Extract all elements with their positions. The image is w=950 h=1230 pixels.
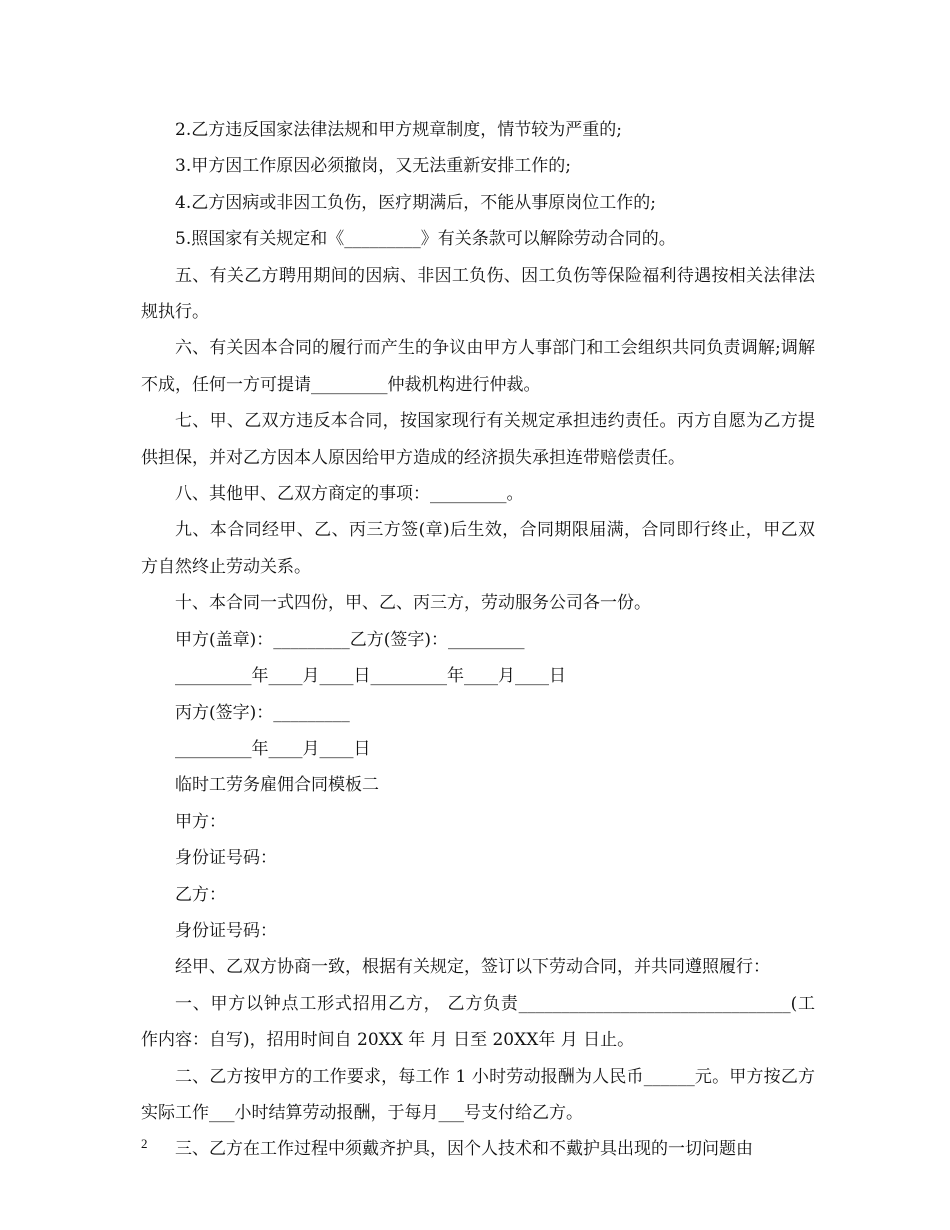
- signature-line: 甲方(盖章)：_________乙方(签字)：_________: [175, 629, 525, 650]
- paragraph: 五、有关乙方聘用期间的因病、非因工负伤、因工负伤等保险福利待遇按相关法律法规执行。: [141, 265, 815, 323]
- date-line: _________年____月____日: [175, 738, 371, 759]
- party-field: 甲方：: [175, 811, 226, 832]
- signature-line: 丙方(签字)：_________: [175, 702, 350, 723]
- paragraph: 九、本合同经甲、乙、丙三方签(章)后生效，合同期限届满，合同即行终止，甲乙双方自然终止劳动关系。: [141, 520, 815, 577]
- paragraph: 八、其他甲、乙双方商定的事项：_________。: [175, 484, 524, 505]
- paragraph: 十、本合同一式四份，甲、乙、丙三方，劳动服务公司各一份。: [175, 593, 651, 614]
- party-field: 乙方：: [175, 884, 226, 905]
- section-title: 临时工劳务雇佣合同模板二: [175, 775, 379, 796]
- date-line: _________年____月____日_________年____月____日: [175, 666, 566, 687]
- paragraph: 5.照国家有关规定和《_________》有关条款可以解除劳动合同的。: [175, 229, 676, 250]
- page-number: 2: [141, 1136, 148, 1151]
- paragraph: 3.甲方因工作原因必须撤岗，又无法重新安排工作的;: [175, 156, 571, 177]
- paragraph: 一、甲方以钟点工形式招用乙方， 乙方负责________________________________(工作内容：自写)，招用时间自 20XX 年 月 日至 20XX年 月 日止。: [141, 993, 815, 1051]
- paragraph: 七、甲、乙双方违反本合同，按国家现行有关规定承担违约责任。丙方自愿为乙方提供担保，并对乙方因本人原因给甲方造成的经济损失承担连带赔偿责任。: [141, 411, 815, 468]
- paragraph: 4.乙方因病或非因工负伤，医疗期满后，不能从事原岗位工作的;: [175, 192, 656, 213]
- party-field: 身份证号码：: [175, 848, 277, 869]
- paragraph: 三、乙方在工作过程中须戴齐护具，因个人技术和不戴护具出现的一切问题由: [175, 1139, 753, 1160]
- paragraph: 2.乙方违反国家法律法规和甲方规章制度，情节较为严重的;: [175, 120, 622, 140]
- document-body: [141, 112, 815, 1168]
- paragraph: 六、有关因本合同的履行而产生的争议由甲方人事部门和工会组织共同负责调解;调解不成，任何一方可提请_________仲裁机构进行仲裁。: [141, 338, 815, 395]
- paragraph: 经甲、乙双方协商一致，根据有关规定，签订以下劳动合同，并共同遵照履行：: [175, 957, 770, 978]
- party-field: 身份证号码：: [175, 920, 277, 941]
- paragraph: 二、乙方按甲方的工作要求，每工作 1 小时劳动报酬为人民币______元。甲方按乙方实际工作___小时结算劳动报酬，于每月___号支付给乙方。: [141, 1066, 815, 1123]
